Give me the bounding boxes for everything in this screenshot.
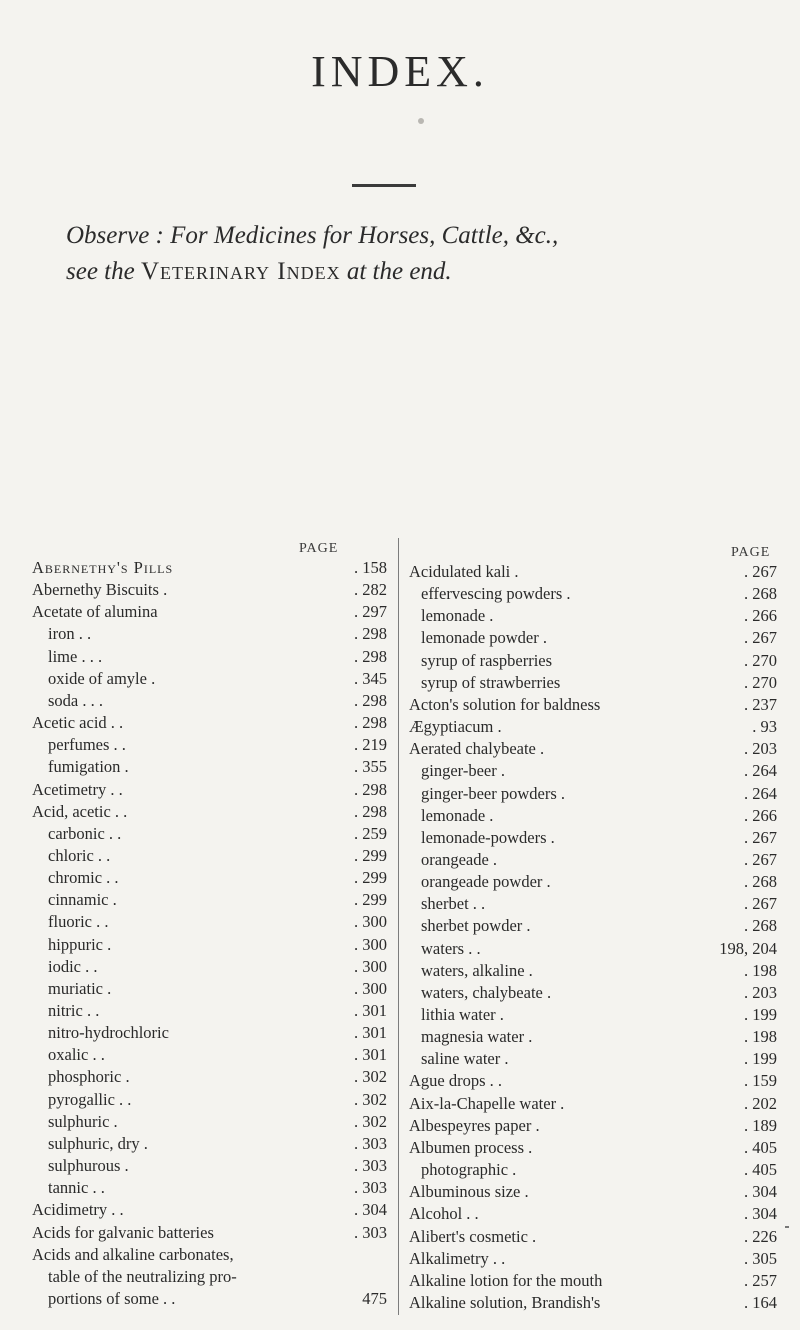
entry-page: . 159 <box>744 1071 777 1091</box>
observe-note <box>66 218 766 290</box>
entry-text: iron . . <box>48 624 92 644</box>
entry-text: nitric . . <box>48 1001 100 1020</box>
index-entry <box>409 872 777 891</box>
index-entry <box>409 1027 777 1046</box>
entry-text: ginger-beer . <box>421 761 505 781</box>
entry-page: . 270 <box>744 672 777 692</box>
entry-page: . 257 <box>744 1270 777 1290</box>
entry-text: orangeade powder . <box>421 872 551 892</box>
entry-page: . 300 <box>354 956 387 976</box>
observe-line-2-c: at the end. <box>340 258 452 285</box>
index-entry <box>409 1293 777 1312</box>
left-page-label: PAGE <box>299 541 339 556</box>
entry-page: . 268 <box>744 584 777 604</box>
index-entry <box>32 735 387 754</box>
index-entry <box>409 894 777 913</box>
index-entry <box>32 979 387 998</box>
entry-page: . 198 <box>744 1027 777 1047</box>
index-entry <box>32 558 387 577</box>
index-entry <box>409 916 777 935</box>
entry-text: pyrogallic . . <box>48 1089 132 1109</box>
entry-text: Acetate of alumina <box>32 602 158 622</box>
entry-page: . 298 <box>354 801 387 821</box>
index-entry <box>409 784 777 803</box>
index-entry <box>32 1178 387 1197</box>
ornament-dot <box>418 118 424 124</box>
index-entry <box>409 606 777 625</box>
entry-text: nitro-hydrochloric <box>48 1023 169 1043</box>
index-entry <box>409 1116 777 1135</box>
entry-page: . 405 <box>744 1160 777 1180</box>
index-entry <box>32 935 387 954</box>
entry-text: carbonic . . <box>48 823 122 843</box>
entry-page: . 303 <box>354 1156 387 1176</box>
entry-page: . 268 <box>744 916 777 936</box>
entry-text: table of the neutralizing pro- <box>48 1266 237 1286</box>
entry-page: . 301 <box>354 1045 387 1065</box>
entry-page: . 266 <box>744 606 777 626</box>
entry-text: iodic . . <box>48 956 98 976</box>
entry-text: Albumen process . <box>409 1137 533 1157</box>
entry-text: orangeade . <box>421 849 498 869</box>
index-entry <box>32 713 387 732</box>
entry-text: magnesia water . <box>421 1027 533 1047</box>
entry-page: . 282 <box>354 580 387 600</box>
entry-text: perfumes . . <box>48 735 126 755</box>
index-entry <box>409 1160 777 1179</box>
entry-text: cinnamic . <box>48 890 117 910</box>
entry-text: hippuric . <box>48 934 112 954</box>
index-entry <box>409 1249 777 1268</box>
right-page-label: PAGE <box>731 545 771 560</box>
entry-page: . 300 <box>354 934 387 954</box>
entry-text: lemonade-powders . <box>421 827 555 847</box>
index-entry <box>32 757 387 776</box>
entry-text: Alkaline solution, Brandish's <box>409 1292 601 1312</box>
index-entry <box>409 628 777 647</box>
entry-text: Albespeyres paper . <box>409 1115 540 1135</box>
entry-text: lime . . . <box>48 646 103 666</box>
entry-text: Abernethy's Pills <box>32 558 174 577</box>
index-entry <box>409 651 777 670</box>
entry-page: . 203 <box>744 739 777 759</box>
index-entry <box>32 1156 387 1175</box>
index-title: INDEX. <box>311 47 489 96</box>
index-entry <box>32 1289 387 1308</box>
entry-text: Abernethy Biscuits . <box>32 580 168 600</box>
entry-page: . 301 <box>354 1001 387 1020</box>
entry-text: lemonade powder . <box>421 628 547 648</box>
entry-page: . 189 <box>744 1115 777 1135</box>
index-entry <box>409 584 777 603</box>
column-divider <box>398 538 399 1315</box>
veterinary-index-ref: Veterinary Index <box>140 258 341 285</box>
index-entry <box>32 647 387 666</box>
entry-text: sherbet . . <box>421 894 486 914</box>
index-entry <box>409 961 777 980</box>
index-entry <box>409 761 777 780</box>
index-entry <box>32 1134 387 1153</box>
entry-page: . 264 <box>744 783 777 803</box>
observe-line-1: Observe : For Medicines for Horses, Cattle, &c., <box>66 222 559 249</box>
entry-text: fluoric . . <box>48 912 109 932</box>
entry-text: Acetimetry . . <box>32 779 123 799</box>
entry-text: chloric . . <box>48 845 111 865</box>
entry-page: . 93 <box>752 717 777 737</box>
entry-text: Acidimetry . . <box>32 1200 124 1220</box>
entry-page: . 305 <box>744 1248 777 1268</box>
index-entry <box>409 673 777 692</box>
entry-text: muriatic . <box>48 978 112 998</box>
index-entry <box>32 1023 387 1042</box>
entry-page: . 301 <box>354 1023 387 1043</box>
entry-text: photographic . <box>421 1160 517 1180</box>
entry-text: oxide of amyle . <box>48 668 156 688</box>
index-entry <box>409 1138 777 1157</box>
entry-page: . 270 <box>744 650 777 670</box>
entry-page: . 203 <box>744 982 777 1002</box>
index-entry <box>409 1271 777 1290</box>
entry-text: ginger-beer powders . <box>421 783 565 803</box>
entry-text: chromic . . <box>48 868 119 888</box>
index-entry <box>32 846 387 865</box>
entry-page: . 304 <box>744 1204 777 1224</box>
entry-page: . 264 <box>744 761 777 781</box>
observe-line-2-a: see the <box>66 258 141 285</box>
index-entry <box>32 780 387 799</box>
index-entry <box>409 1071 777 1090</box>
index-entry <box>32 890 387 909</box>
entry-page: . 267 <box>744 849 777 869</box>
index-entry <box>409 983 777 1002</box>
index-entry <box>32 1045 387 1064</box>
entry-page: . 267 <box>744 894 777 914</box>
entry-page: . 267 <box>744 827 777 847</box>
index-entry <box>409 1182 777 1201</box>
index-entry <box>32 1245 387 1264</box>
entry-text: Aerated chalybeate . <box>409 739 545 759</box>
index-entry <box>409 939 777 958</box>
entry-page: . 202 <box>744 1093 777 1113</box>
entry-text: sulphuric, dry . <box>48 1133 148 1153</box>
index-entry <box>32 957 387 976</box>
index-entry <box>409 1049 777 1068</box>
index-entry <box>409 1227 777 1246</box>
index-entry <box>32 580 387 599</box>
index-entry <box>409 1094 777 1113</box>
entry-page: . 198 <box>744 960 777 980</box>
entry-text: lemonade . <box>421 805 494 825</box>
entry-page: . 405 <box>744 1137 777 1157</box>
entry-page: . 268 <box>744 872 777 892</box>
index-entry <box>32 1112 387 1131</box>
entry-page: . 266 <box>744 805 777 825</box>
entry-text: Acidulated kali . <box>409 562 519 581</box>
entry-page: . 299 <box>354 868 387 888</box>
entry-page: . 267 <box>744 628 777 648</box>
entry-text: portions of some . . <box>48 1288 176 1308</box>
entry-text: sulphuric . <box>48 1111 118 1131</box>
entry-text: Acetic acid . . <box>32 713 124 733</box>
entry-text: tannic . . <box>48 1178 105 1198</box>
entry-text: Aix-la-Chapelle water . <box>409 1093 565 1113</box>
entry-text: saline water . <box>421 1049 509 1069</box>
entry-page: . 237 <box>744 694 777 714</box>
index-entry <box>32 1067 387 1086</box>
entry-text: syrup of strawberries <box>421 672 561 692</box>
entry-page: . 199 <box>744 1005 777 1024</box>
index-entry <box>409 739 777 758</box>
entry-text: waters, chalybeate . <box>421 982 552 1002</box>
entry-page: . 345 <box>354 668 387 688</box>
entry-page: . 303 <box>354 1178 387 1198</box>
entry-page: . 226 <box>744 1226 777 1246</box>
index-entry <box>409 695 777 714</box>
entry-text: Alibert's cosmetic . <box>409 1226 537 1246</box>
entry-text: Acton's solution for baldness <box>409 694 601 714</box>
entry-page: . 300 <box>354 912 387 932</box>
entry-text: Alcohol . . <box>409 1204 479 1224</box>
entry-text: soda . . . <box>48 690 103 710</box>
index-entry <box>32 1200 387 1219</box>
entry-text: waters, alkaline . <box>421 960 533 980</box>
entry-text: effervescing powders . <box>421 584 571 604</box>
index-entry <box>409 806 777 825</box>
observe-line-2 <box>66 254 766 290</box>
entry-text: Acid, acetic . . <box>32 801 128 821</box>
entry-page: . 298 <box>354 624 387 644</box>
entry-text: sulphurous . <box>48 1156 129 1176</box>
entry-page: . 298 <box>354 690 387 710</box>
entry-page: . 300 <box>354 978 387 998</box>
entry-text: Alkaline lotion for the mouth <box>409 1270 603 1290</box>
entry-page: . 302 <box>354 1067 387 1087</box>
entry-text: waters . . <box>421 938 481 958</box>
index-entry <box>32 1267 387 1286</box>
entry-page: . 298 <box>354 646 387 666</box>
entry-text: Acids for galvanic batteries <box>32 1222 214 1242</box>
entry-text: phosphoric . <box>48 1067 130 1087</box>
index-entry <box>409 828 777 847</box>
index-entry <box>409 562 777 581</box>
entry-page: . 304 <box>744 1182 777 1202</box>
entry-text: syrup of raspberries <box>421 650 553 670</box>
index-entry <box>409 1005 777 1024</box>
entry-page: 475 <box>362 1288 387 1308</box>
index-entry <box>32 602 387 621</box>
entry-text: Alkalimetry . . <box>409 1248 506 1268</box>
index-entry <box>32 1090 387 1109</box>
entry-page: . 355 <box>354 757 387 777</box>
index-entry <box>409 1204 777 1223</box>
entry-page: . 303 <box>354 1133 387 1153</box>
index-entry <box>32 624 387 643</box>
index-entry <box>409 850 777 869</box>
entry-page: . 267 <box>744 562 777 581</box>
entry-page: . 158 <box>354 558 387 577</box>
entry-page: . 299 <box>354 845 387 865</box>
entry-page: . 303 <box>354 1222 387 1242</box>
entry-page: . 302 <box>354 1111 387 1131</box>
entry-text: sherbet powder . <box>421 916 531 936</box>
entry-page: . 164 <box>744 1292 777 1312</box>
entry-page: . 297 <box>354 602 387 622</box>
index-entry <box>32 1223 387 1242</box>
entry-text: Albuminous size . <box>409 1182 529 1202</box>
index-entry <box>32 824 387 843</box>
index-entry <box>32 868 387 887</box>
margin-mark <box>785 1226 789 1228</box>
entry-page: . 302 <box>354 1089 387 1109</box>
index-entry <box>32 912 387 931</box>
index-entry <box>409 717 777 736</box>
index-entry <box>32 669 387 688</box>
entry-page: . 299 <box>354 890 387 910</box>
entry-page: 198, 204 <box>719 938 777 958</box>
index-entry <box>32 802 387 821</box>
entry-text: Ægyptiacum . <box>409 717 502 737</box>
entry-page: . 298 <box>354 713 387 733</box>
entry-page: . 298 <box>354 779 387 799</box>
entry-page: . 304 <box>354 1200 387 1220</box>
entry-page: . 219 <box>354 735 387 755</box>
entry-text: lithia water . <box>421 1005 504 1024</box>
entry-text: lemonade . <box>421 606 494 626</box>
entry-text: Ague drops . . <box>409 1071 503 1091</box>
index-entry <box>32 1001 387 1020</box>
entry-text: oxalic . . <box>48 1045 105 1065</box>
entry-text: Acids and alkaline carbonates, <box>32 1244 234 1264</box>
entry-page: . 259 <box>354 823 387 843</box>
title-rule <box>352 184 416 187</box>
index-entry <box>32 691 387 710</box>
entry-page: . 199 <box>744 1049 777 1069</box>
entry-text: fumigation . <box>48 757 129 777</box>
